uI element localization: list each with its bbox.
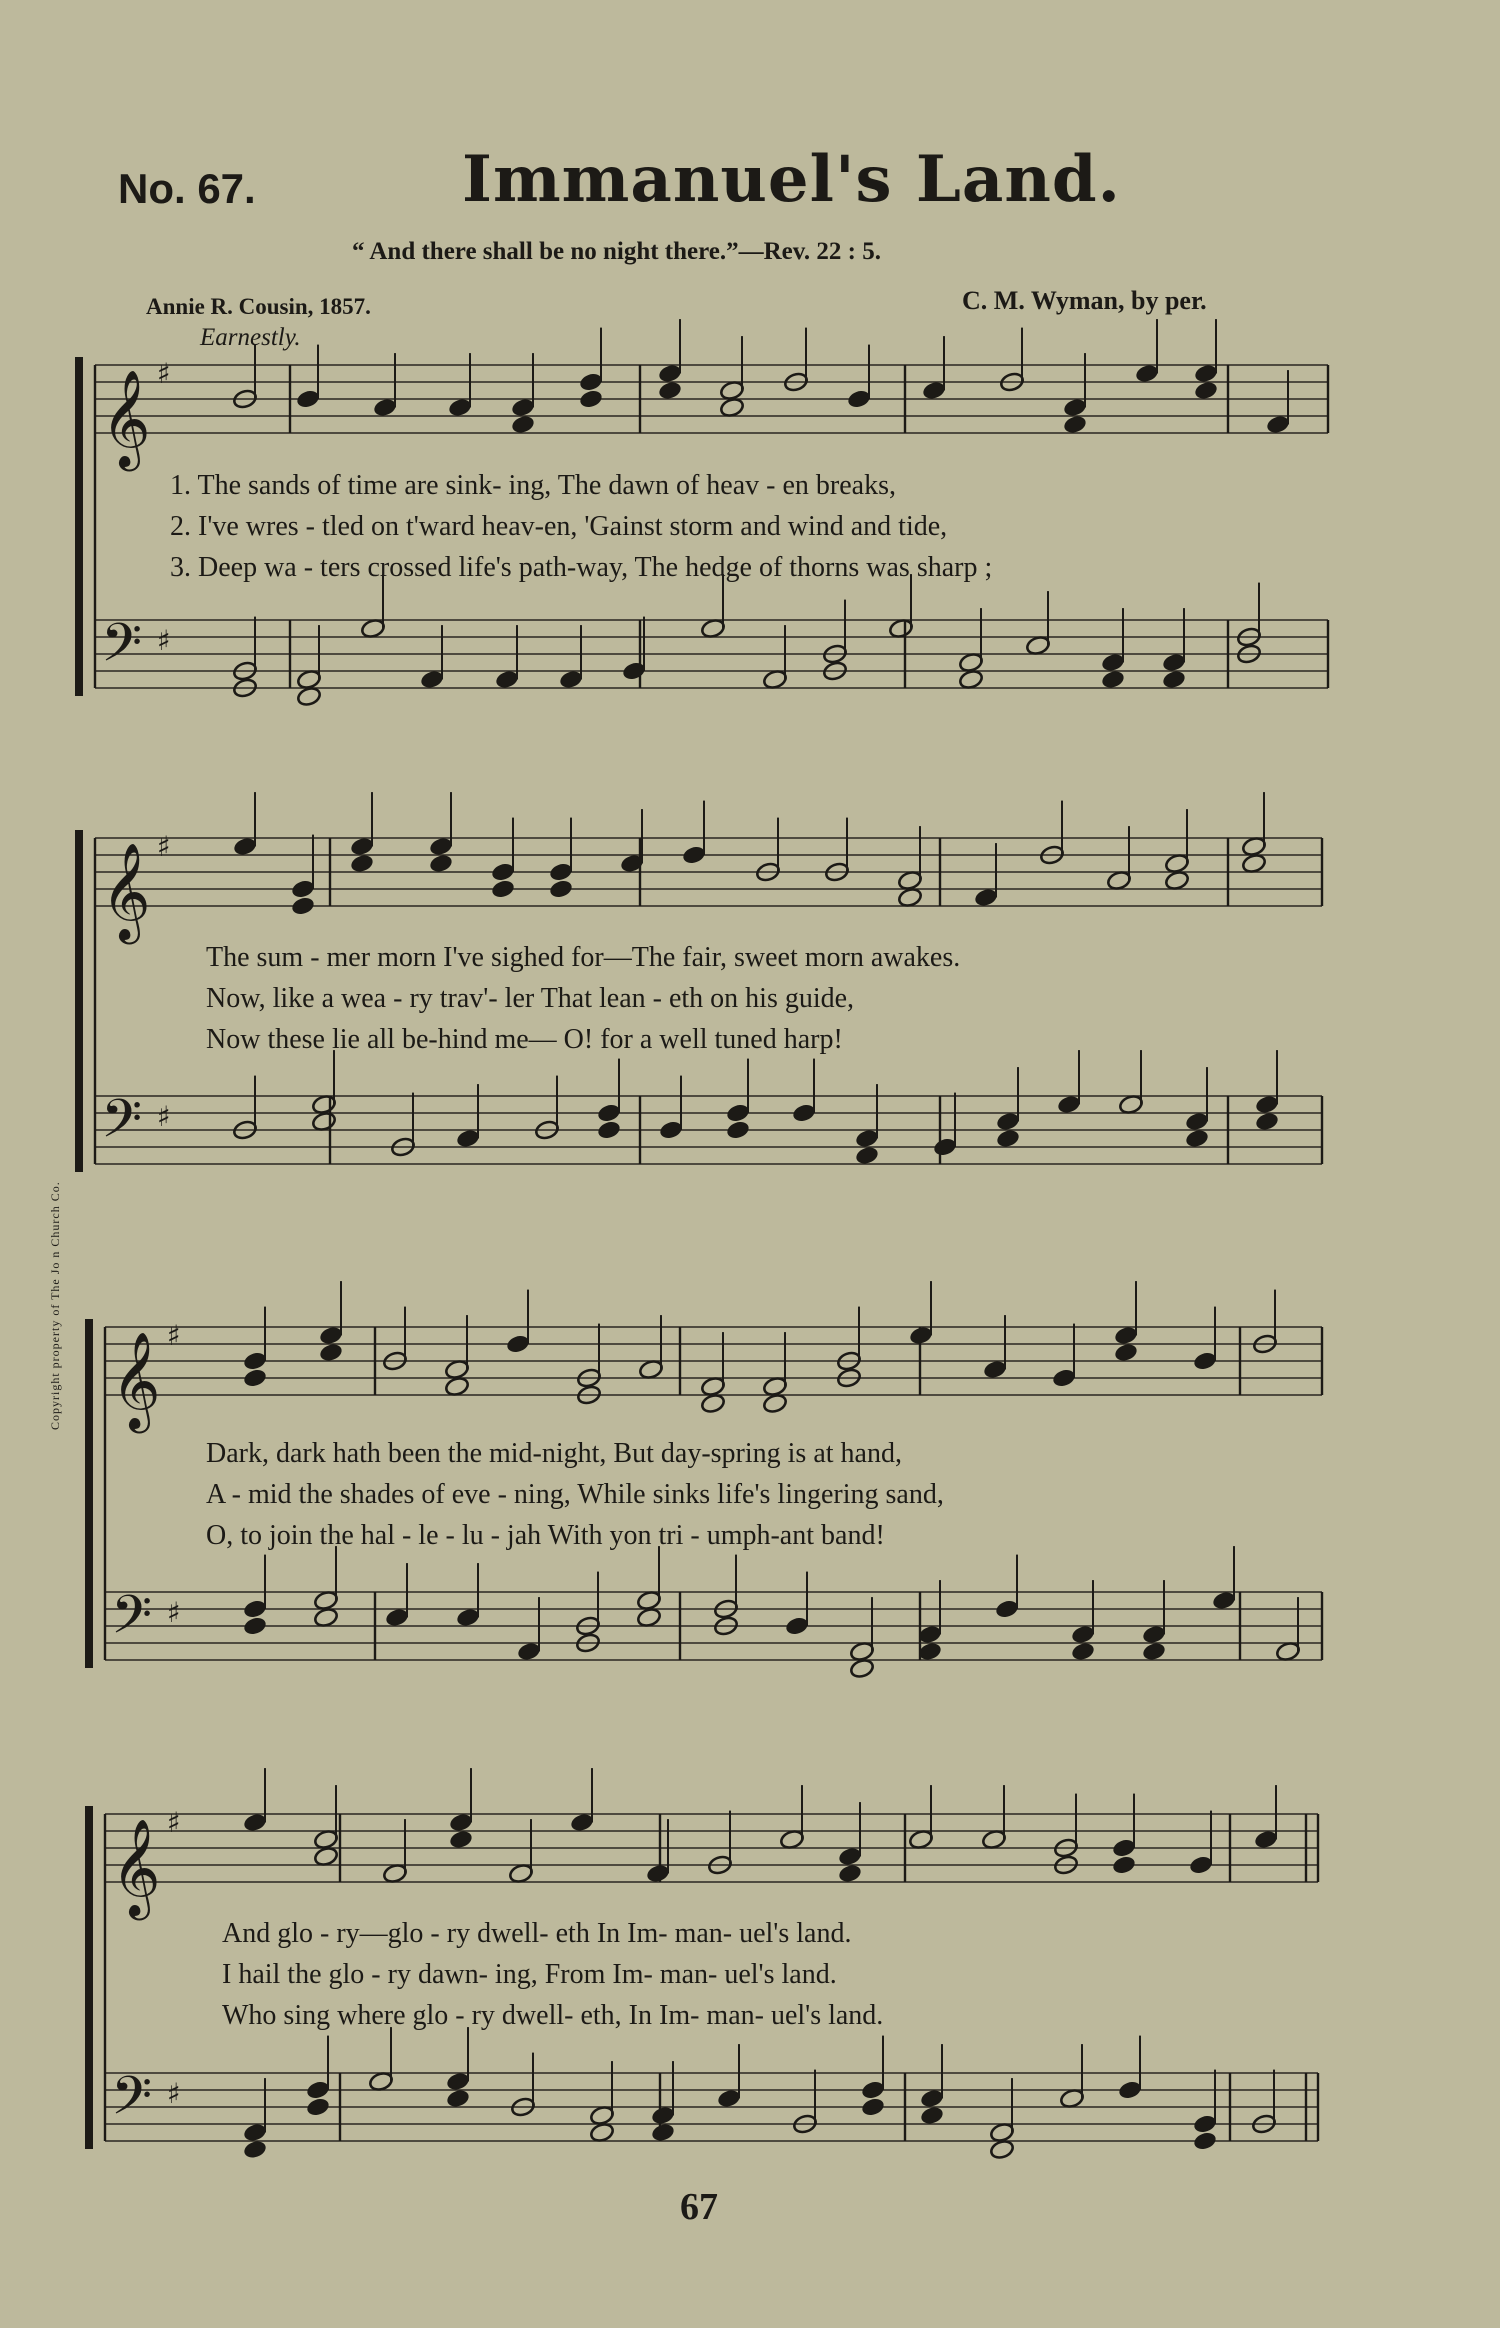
bass-clef-icon: 𝄢 (111, 2066, 153, 2140)
sharp-icon: ♯ (157, 1100, 171, 1133)
hymn-title: Immanuel's Land. (462, 142, 1121, 217)
note-head (313, 1846, 339, 1868)
note-head (849, 1658, 875, 1680)
lyric-line: 1. The sands of time are sink- ing, The dawn of heav - en breaks, (170, 470, 896, 501)
note-head (311, 1111, 337, 1133)
lyric-line: A - mid the shades of eve - ning, While sinks life's lingering sand, (206, 1479, 944, 1510)
bass-clef-icon: 𝄢 (101, 613, 143, 687)
note-head (242, 1615, 268, 1637)
lyric-line: 2. I've wres - tled on t'ward heav-en, 'Gainst storm and wind and tide, (170, 511, 948, 542)
author-credit: Annie R. Cousin, 1857. (146, 294, 371, 319)
note-head (1062, 414, 1088, 436)
sharp-icon: ♯ (167, 1319, 181, 1352)
note-head (1141, 1641, 1167, 1663)
note-head (305, 2096, 331, 2118)
tempo-marking: Earnestly. (200, 324, 301, 351)
note-head (860, 2096, 886, 2118)
note-head (589, 2122, 615, 2144)
note-head (242, 1367, 268, 1389)
system-brace (85, 1319, 93, 1668)
treble-clef-icon: 𝄞 (101, 842, 151, 940)
staff (105, 1327, 1322, 1395)
note-head (762, 1393, 788, 1415)
note-head (700, 1393, 726, 1415)
lyric-line: I hail the glo - ry dawn- ing, From Im- man- uel's land. (222, 1959, 837, 1990)
note-head (510, 414, 536, 436)
staff (105, 1592, 1322, 1660)
note-head (1254, 1111, 1280, 1133)
note-head (428, 853, 454, 875)
note-head (1192, 2130, 1218, 2152)
sharp-icon: ♯ (157, 357, 171, 390)
note-head (490, 878, 516, 900)
note-head (989, 2139, 1015, 2161)
note-head (897, 887, 923, 909)
note-head (1193, 380, 1219, 402)
bass-clef-icon: 𝄢 (101, 1089, 143, 1163)
note-head (725, 1119, 751, 1141)
note-head (548, 878, 574, 900)
treble-clef-icon: 𝄞 (111, 1331, 161, 1429)
staff (95, 620, 1328, 688)
note-head (919, 2105, 945, 2127)
sharp-icon: ♯ (167, 2077, 181, 2110)
note-head (318, 1342, 344, 1364)
note-head (650, 2122, 676, 2144)
lyric-line: And glo - ry—glo - ry dwell- eth In Im- man- uel's land. (222, 1918, 852, 1949)
system-brace (85, 1806, 93, 2149)
lyric-line: O, to join the hal - le - lu - jah With yon tri - umph-ant band! (206, 1520, 885, 1551)
hymn-number: No. 67. (118, 165, 256, 212)
note-head (1161, 669, 1187, 691)
note-head (445, 2088, 471, 2110)
sharp-icon: ♯ (167, 1596, 181, 1629)
lyric-line: Now these lie all be-hind me— O! for a well tuned harp! (206, 1024, 843, 1055)
lyric-line: The sum - mer morn I've sighed for—The fair, sweet morn awakes. (206, 942, 961, 973)
note-head (296, 686, 322, 708)
note-head (636, 1607, 662, 1629)
page-number: 67 (680, 2186, 718, 2228)
note-head (349, 853, 375, 875)
bass-clef-icon: 𝄢 (111, 1585, 153, 1659)
note-head (448, 1829, 474, 1851)
note-head (578, 388, 604, 410)
note-head (1184, 1128, 1210, 1150)
note-head (313, 1607, 339, 1629)
note-head (837, 1863, 863, 1885)
composer-credit: C. M. Wyman, by per. (962, 286, 1207, 315)
lyric-line: 3. Deep wa - ters crossed life's path-way, The hedge of thorns was sharp ; (170, 552, 993, 583)
lyric-line: Now, like a wea - ry trav'- ler That lean - eth on his guide, (206, 983, 855, 1014)
treble-clef-icon: 𝄞 (101, 369, 151, 467)
lyric-line: Dark, dark hath been the mid-night, But day-spring is at hand, (206, 1438, 902, 1469)
system-brace (75, 357, 83, 696)
staff (95, 838, 1322, 906)
note-head (1241, 853, 1267, 875)
note-head (242, 2139, 268, 2161)
epigraph: “ And there shall be no night there.”—Rev. 22 : 5. (352, 238, 881, 265)
note-head (1113, 1342, 1139, 1364)
sharp-icon: ♯ (167, 1806, 181, 1839)
staff (95, 1096, 1322, 1164)
system-brace (75, 830, 83, 1172)
note-head (657, 380, 683, 402)
treble-clef-icon: 𝄞 (111, 1818, 161, 1916)
note-head (1070, 1641, 1096, 1663)
note-head (290, 895, 316, 917)
note-head (1100, 669, 1126, 691)
sharp-icon: ♯ (157, 830, 171, 863)
copyright-note: Copyright property of The Jo n Church Co. (48, 1181, 62, 1430)
note-head (854, 1145, 880, 1167)
note-head (596, 1119, 622, 1141)
note-head (995, 1128, 1021, 1150)
lyric-line: Who sing where glo - ry dwell- eth, In Im- man- uel's land. (222, 2000, 884, 2031)
note-head (719, 397, 745, 419)
sharp-icon: ♯ (157, 624, 171, 657)
note-head (444, 1376, 470, 1398)
note-head (958, 669, 984, 691)
note-head (1111, 1854, 1137, 1876)
note-head (1164, 870, 1190, 892)
